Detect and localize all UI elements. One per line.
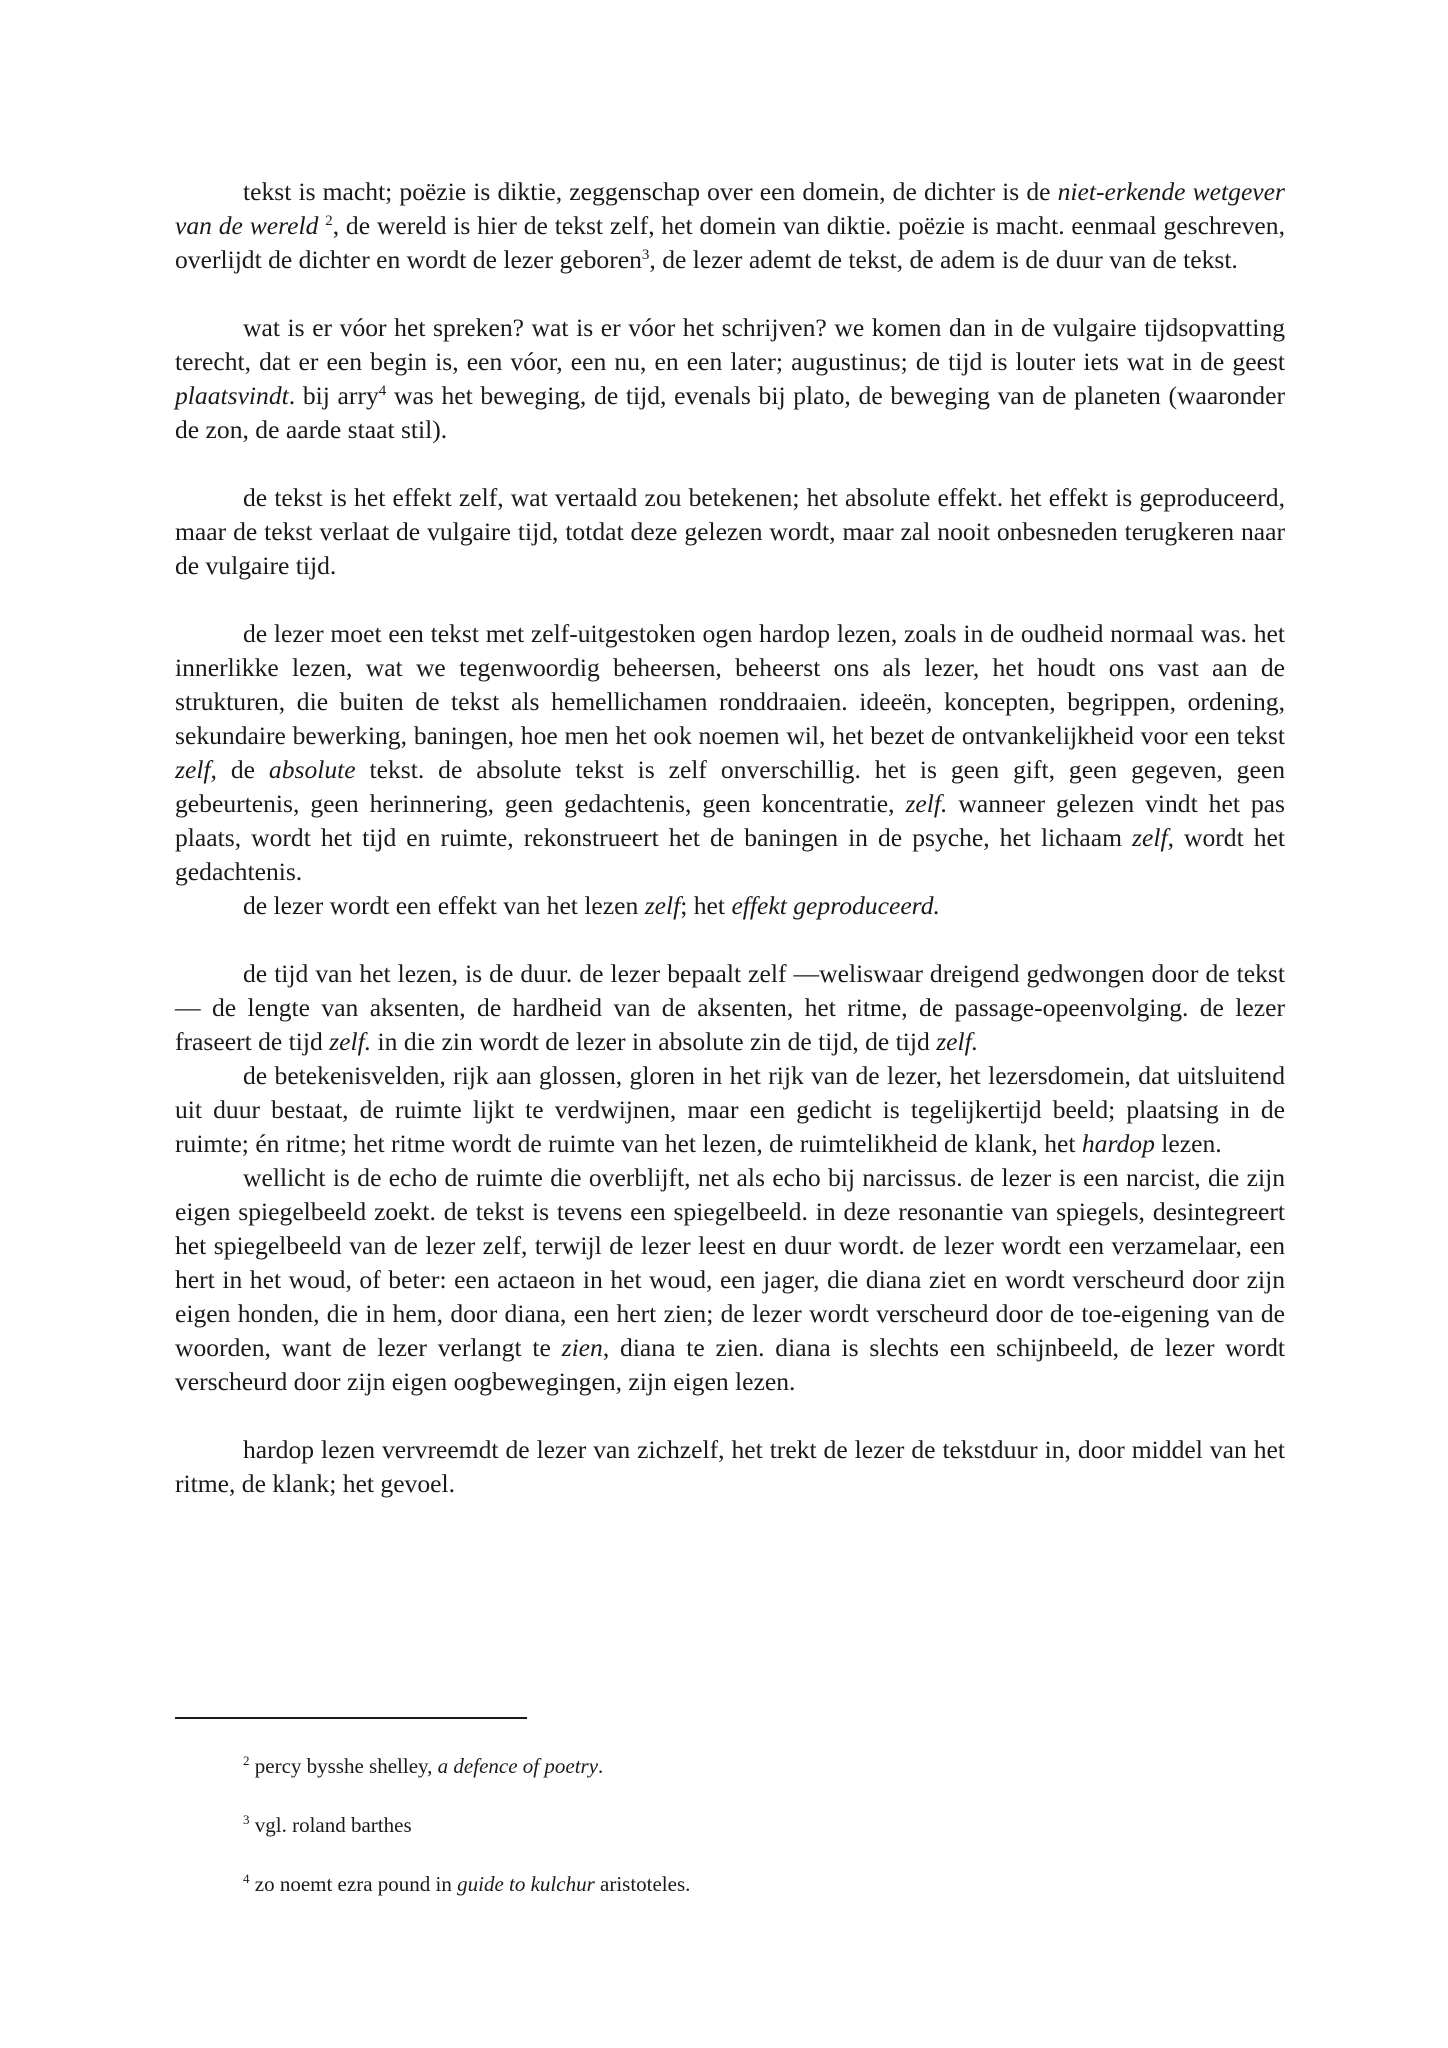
emphasis: absolute xyxy=(268,755,356,784)
footnote-ref-2[interactable]: 2 xyxy=(325,213,333,229)
paragraph-4: de lezer moet een tekst met zelf-uitgestoken ogen hardop lezen, zoals in de oudheid normaal was. het innerlikke lezen, wat we tegenwoordig beheersen, beheerst ons als lezer, het houdt ons vast aan de strukturen, die buiten de tekst als hemellichamen ronddraaien. ideeën, koncepten, begrippen, ordening, sekundaire bewerking, baningen, hoe men het ook noemen wil, het bezet de ontvankelijkheid voor een tekst zelf, de absolute tekst. de absolute tekst is zelf onverschillig. het is geen gift, geen gegeven, geen gebeurtenis, geen herinnering, geen gedachtenis, geen koncentratie, zelf. wanneer gelezen vindt het pas plaats, wordt het tijd en ruimte, rekonstrueert het de baningen in de psyche, het lichaam zelf, wordt het gedachtenis. xyxy=(175,619,1285,886)
footnote-number: 4 xyxy=(243,1871,250,1886)
emphasis: plaatsvindt xyxy=(175,381,289,410)
work-title: guide to kulchur xyxy=(457,1872,595,1896)
paragraph-6: de tijd van het lezen, is de duur. de lezer bepaalt zelf —weliswaar dreigend gedwongen door de tekst— de lengte van aksenten, de hardheid van de aksenten, het ritme, de passage-opeenvolging. de lezer fraseert de tijd zelf. in die zin wordt de lezer in absolute zin de tijd, de tijd zelf. xyxy=(175,959,1285,1056)
emphasis: zelf. xyxy=(329,1027,372,1056)
emphasis: zien xyxy=(561,1333,603,1362)
paragraph-7: de betekenisvelden, rijk aan glossen, gloren in het rijk van de lezer, het lezersdomein, dat uitsluitend uit duur bestaat, de ruimte lijkt te verdwijnen, maar een gedicht is tegelijkertijd beeld; plaatsing in de ruimte; én ritme; het ritme wordt de ruimte van het lezen, de ruimtelikheid de klank, het hardop lezen. xyxy=(175,1061,1285,1158)
emphasis: zelf xyxy=(644,891,681,920)
footnote-ref-3[interactable]: 3 xyxy=(641,247,650,263)
footnote-separator xyxy=(175,1717,527,1719)
work-title: a defence of poetry xyxy=(437,1754,599,1778)
paragraph-1: tekst is macht; poëzie is diktie, zeggenschap over een domein, de dichter is de niet-erkende wetgever van de wereld $^2$, de wereld is hier de tekst zelf, het domein van diktie. poëzie is macht. eenmaal geschreven, overlijdt de dichter en wordt de lezer geboren$^3$, de lezer ademt de tekst, de adem is de duur van de tekst. xyxy=(175,177,1285,274)
emphasis: zelf, xyxy=(175,755,217,784)
emphasis: zelf. xyxy=(936,1027,979,1056)
paragraph-5: de lezer wordt een effekt van het lezen zelf; het effekt geproduceerd. xyxy=(243,891,940,920)
paragraph-9: hardop lezen vervreemdt de lezer van zichzelf, het trekt de lezer de tekstduur in, door middel van het ritme, de klank; het gevoel. xyxy=(175,1435,1285,1498)
footnote-4: $^4$ zo noemt ezra pound in guide to kulchur aristoteles. xyxy=(243,1871,691,1896)
paragraph-2: wat is er vóor het spreken? wat is er vóor het schrijven? we komen dan in de vulgaire tijdsopvatting terecht, dat er een begin is, een vóor, een nu, en een later; augustinus; de tijd is louter iets wat in de geest plaatsvindt. bij arry$^4$ was het beweging, de tijd, evenals bij plato, de beweging van de planeten (waaronder de zon, de aarde staat stil). xyxy=(175,313,1285,444)
emphasis: niet-erkende wetgever van de wereld xyxy=(175,177,1285,240)
footnote-3: $^3$ vgl. roland barthes xyxy=(243,1812,412,1837)
footnote-ref-4[interactable]: 4 xyxy=(378,383,387,399)
paragraph-8: wellicht is de echo de ruimte die overblijft, net als echo bij narcissus. de lezer is een narcist, die zijn eigen spiegelbeeld zoekt. de tekst is tevens een spiegelbeeld. in deze resonantie van spiegels, desintegreert het spiegelbeeld van de lezer zelf, terwijl de lezer leest en duur wordt. de lezer wordt een verzamelaar, een hert in het woud, of beter: een actaeon in het woud, een jager, die diana ziet en wordt verscheurd door zijn eigen honden, die in hem, door diana, een hert zien; de lezer wordt verscheurd door de toe-eigening van de woorden, want de lezer verlangt te zien, diana te zien. diana is slechts een schijnbeeld, de lezer wordt verscheurd door zijn eigen oogbewegingen, zijn eigen lezen. xyxy=(175,1163,1285,1396)
emphasis: hardop xyxy=(1081,1129,1155,1158)
footnotes xyxy=(243,1753,1243,1930)
footnote-2: $^2$ percy bysshe shelley, a defence of poetry. xyxy=(243,1753,604,1778)
footnote-number: 3 xyxy=(243,1812,250,1827)
emphasis: zelf xyxy=(1132,823,1168,852)
paragraph-3: de tekst is het effekt zelf, wat vertaald zou betekenen; het absolute effekt. het effekt is geproduceerd, maar de tekst verlaat de vulgaire tijd, totdat deze gelezen wordt, maar zal nooit onbesneden terugkeren naar de vulgaire tijd. xyxy=(175,483,1285,580)
emphasis: effekt geproduceerd. xyxy=(731,891,940,920)
emphasis: zelf. xyxy=(905,789,948,818)
body-text xyxy=(175,175,1285,1501)
footnote-number: 2 xyxy=(243,1753,250,1768)
